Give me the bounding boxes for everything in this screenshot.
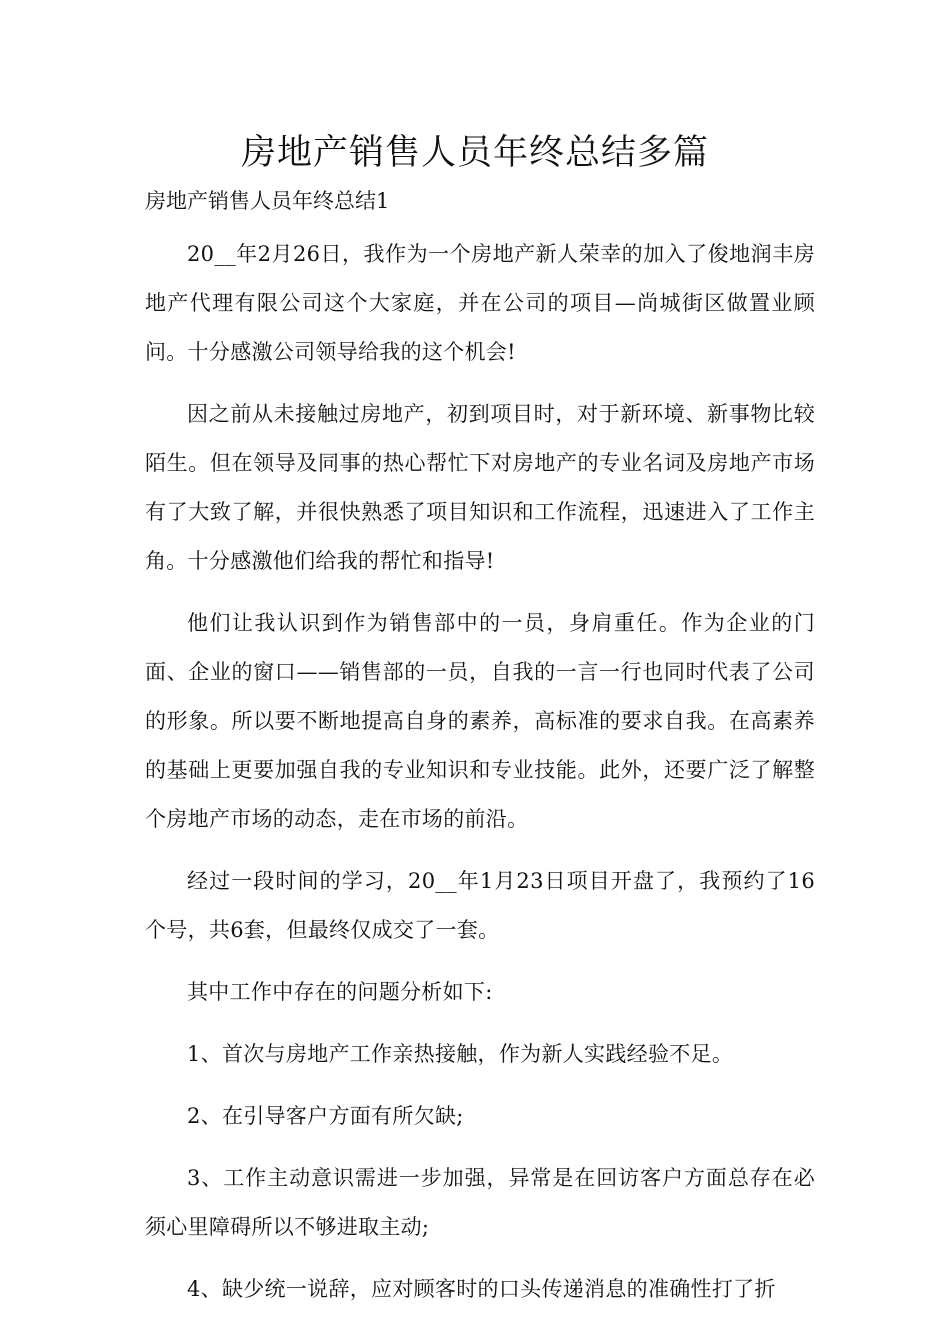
paragraph-6: 1、首次与房地产工作亲热接触，作为新人实践经验不足。 bbox=[187, 1042, 734, 1066]
paragraph-3: 他们让我认识到作为销售部中的一员，身肩重任。作为企业的门面、企业的窗口——销售部的一员，自我的一言一行也同时代表了公司的形象。所以要不断地提高自身的素养，高标准的要求自我。在高素养的基础上更要加强自我的专业知识和专业技能。此外，还要广泛了解整个房地产市场的动态，走在市场的前沿。 bbox=[145, 611, 815, 831]
paragraph-5: 其中工作中存在的问题分析如下: bbox=[187, 980, 493, 1004]
paragraph-2: 因之前从未接触过房地产，初到项目时，对于新环境、新事物比较陌生。但在领导及同事的热心帮忙下对房地产的专业名词及房地产市场有了大致了解，并很快熟悉了项目知识和工作流程，迅速进入了工作主角。十分感激他们给我的帮忙和指导! bbox=[145, 402, 815, 573]
paragraph-7: 2、在引导客户方面有所欠缺; bbox=[187, 1104, 464, 1128]
document-title: 房地产销售人员年终总结多篇 bbox=[240, 133, 709, 173]
paragraph-9: 4、缺少统一说辞，应对顾客时的口头传递消息的准确性打了折 bbox=[187, 1277, 776, 1301]
paragraph-4: 经过一段时间的学习，20__年1月23日项目开盘了，我预约了16个号，共6套，但最终仅成交了一套。 bbox=[145, 869, 815, 942]
section-subtitle: 房地产销售人员年终总结1 bbox=[145, 189, 390, 213]
paragraph-8: 3、工作主动意识需进一步加强，异常是在回访客户方面总存在必须心里障碍所以不够进取主动; bbox=[145, 1166, 815, 1239]
paragraph-1: 20__年2月26日，我作为一个房地产新人荣幸的加入了俊地润丰房地产代理有限公司这个大家庭，并在公司的项目—尚城街区做置业顾问。十分感激公司领导给我的这个机会! bbox=[145, 242, 815, 364]
document-body bbox=[145, 180, 815, 1327]
